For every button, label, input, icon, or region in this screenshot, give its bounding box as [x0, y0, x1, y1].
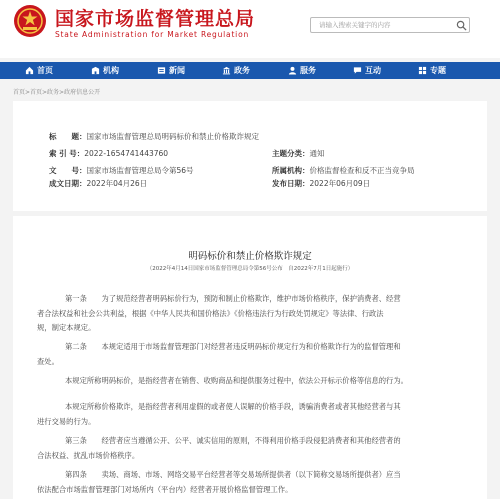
- paragraph-line: 依法配合市场监督管理部门对场所内（平台内）经营者开展价格监督管理工作。: [37, 484, 293, 494]
- info-pubdate-label: 发布日期：: [272, 179, 310, 188]
- nav-item-government[interactable]: [222, 62, 250, 79]
- paragraph-line: 进行交易的行为。: [37, 416, 96, 426]
- nav-label: 服务: [300, 66, 316, 75]
- info-index-row: [49, 148, 168, 159]
- topic-icon: [418, 66, 427, 75]
- info-date-row: [49, 178, 147, 189]
- paragraph-line: 查处。: [37, 356, 59, 366]
- info-pubdate-row: [272, 178, 370, 189]
- info-dept-label: 所属机构：: [272, 166, 310, 175]
- article-title: 明码标价和禁止价格欺诈规定: [188, 251, 312, 262]
- nav-item-news[interactable]: [157, 62, 185, 79]
- info-category-label: 主题分类：: [272, 149, 310, 158]
- paragraph-line: 规，制定本规定。: [37, 323, 96, 332]
- info-dept-row: [272, 165, 415, 176]
- article-note: （2022年4月14日国家市场监督管理总局令第56号公布 自2022年7月1日起施行）: [146, 266, 354, 272]
- search-input[interactable]: [310, 17, 470, 33]
- paragraph-line: 第四条 卖场、商场、市场、网络交易平台经营者等交易场所提供者（以下简称交易场所提供者）应当: [65, 470, 401, 479]
- national-emblem-icon: [13, 4, 47, 38]
- breadcrumb[interactable]: 首页>首页>政务>政府信息公开: [13, 89, 101, 96]
- paragraph-line: 第一条 为了规范经营者明码标价行为，预防和制止价格欺诈，维护市场价格秩序，保护消费者、经营: [65, 294, 401, 303]
- service-icon: [288, 66, 297, 75]
- nav-label: 首页: [37, 66, 53, 75]
- nav-label: 政务: [234, 66, 250, 75]
- interaction-icon: [353, 66, 362, 75]
- nav-item-topic[interactable]: [418, 62, 446, 79]
- paragraph-line: 者合法权益和社会公共利益，根据《中华人民共和国价格法》《价格违法行为行政处罚规定》等法律、行政法: [37, 308, 384, 318]
- paragraph-line: 第二条 本规定适用于市场监督管理部门对经营者违反明码标价规定行为和价格欺诈行为的监督管理和: [65, 342, 401, 351]
- info-pubdate-value: 2022年06月09日: [309, 179, 371, 188]
- site-header: [0, 0, 500, 58]
- info-docno-label: 文 号：: [49, 166, 87, 175]
- info-title-row: [49, 131, 259, 142]
- building-icon: [91, 66, 100, 75]
- news-icon: [157, 66, 166, 75]
- info-date-label: 成文日期：: [49, 179, 87, 188]
- info-title-label: 标 题：: [49, 132, 87, 141]
- search-placeholder: 请输入搜索关键字的内容: [319, 21, 391, 29]
- info-index-value: 2022-1654741443760: [84, 149, 169, 158]
- nav-label: 专题: [430, 66, 446, 75]
- info-category-value: 通知: [309, 149, 325, 158]
- info-docno-value: 国家市场监督管理总局令第56号: [86, 166, 194, 175]
- info-dept-value: 价格监督检查和反不正当竞争局: [309, 166, 415, 175]
- article-body: [13, 216, 487, 499]
- info-date-value: 2022年04月26日: [86, 179, 148, 188]
- nav-label: 机构: [103, 66, 119, 75]
- paragraph-line: 本规定所称明码标价，是指经营者在销售、收购商品和提供服务过程中，依法公开标示价格等信息的行为。: [65, 376, 408, 385]
- main-nav: [0, 62, 500, 79]
- nav-label: 新闻: [169, 66, 185, 75]
- nav-item-interaction[interactable]: [353, 62, 381, 79]
- site-title: 国家市场监督管理总局: [55, 8, 256, 30]
- info-index-label: 索 引 号：: [49, 149, 85, 158]
- document-info-panel: [13, 101, 487, 211]
- paragraph-line: 本规定所称价格欺诈，是指经营者利用虚假的或者使人误解的价格手段，诱骗消费者或者其他经营者与其: [65, 402, 401, 411]
- nav-item-service[interactable]: [288, 62, 316, 79]
- nav-item-institution[interactable]: [91, 62, 119, 79]
- info-category-row: [272, 148, 325, 159]
- home-icon: [25, 66, 34, 75]
- paragraph-line: 第三条 经营者应当遵循公开、公平、诚实信用的原则，不得利用价格手段侵犯消费者和其他经营者的: [65, 436, 401, 445]
- government-icon: [222, 66, 231, 75]
- info-title-value: 国家市场监督管理总局明码标价和禁止价格欺诈规定: [86, 132, 259, 141]
- nav-label: 互动: [365, 66, 381, 75]
- site-subtitle: State Administration for Market Regulation: [55, 30, 250, 39]
- nav-item-home[interactable]: [25, 62, 53, 79]
- info-docno-row: [49, 165, 194, 176]
- paragraph-line: 合法权益、扰乱市场价格秩序。: [37, 450, 140, 460]
- search-icon[interactable]: [456, 20, 467, 31]
